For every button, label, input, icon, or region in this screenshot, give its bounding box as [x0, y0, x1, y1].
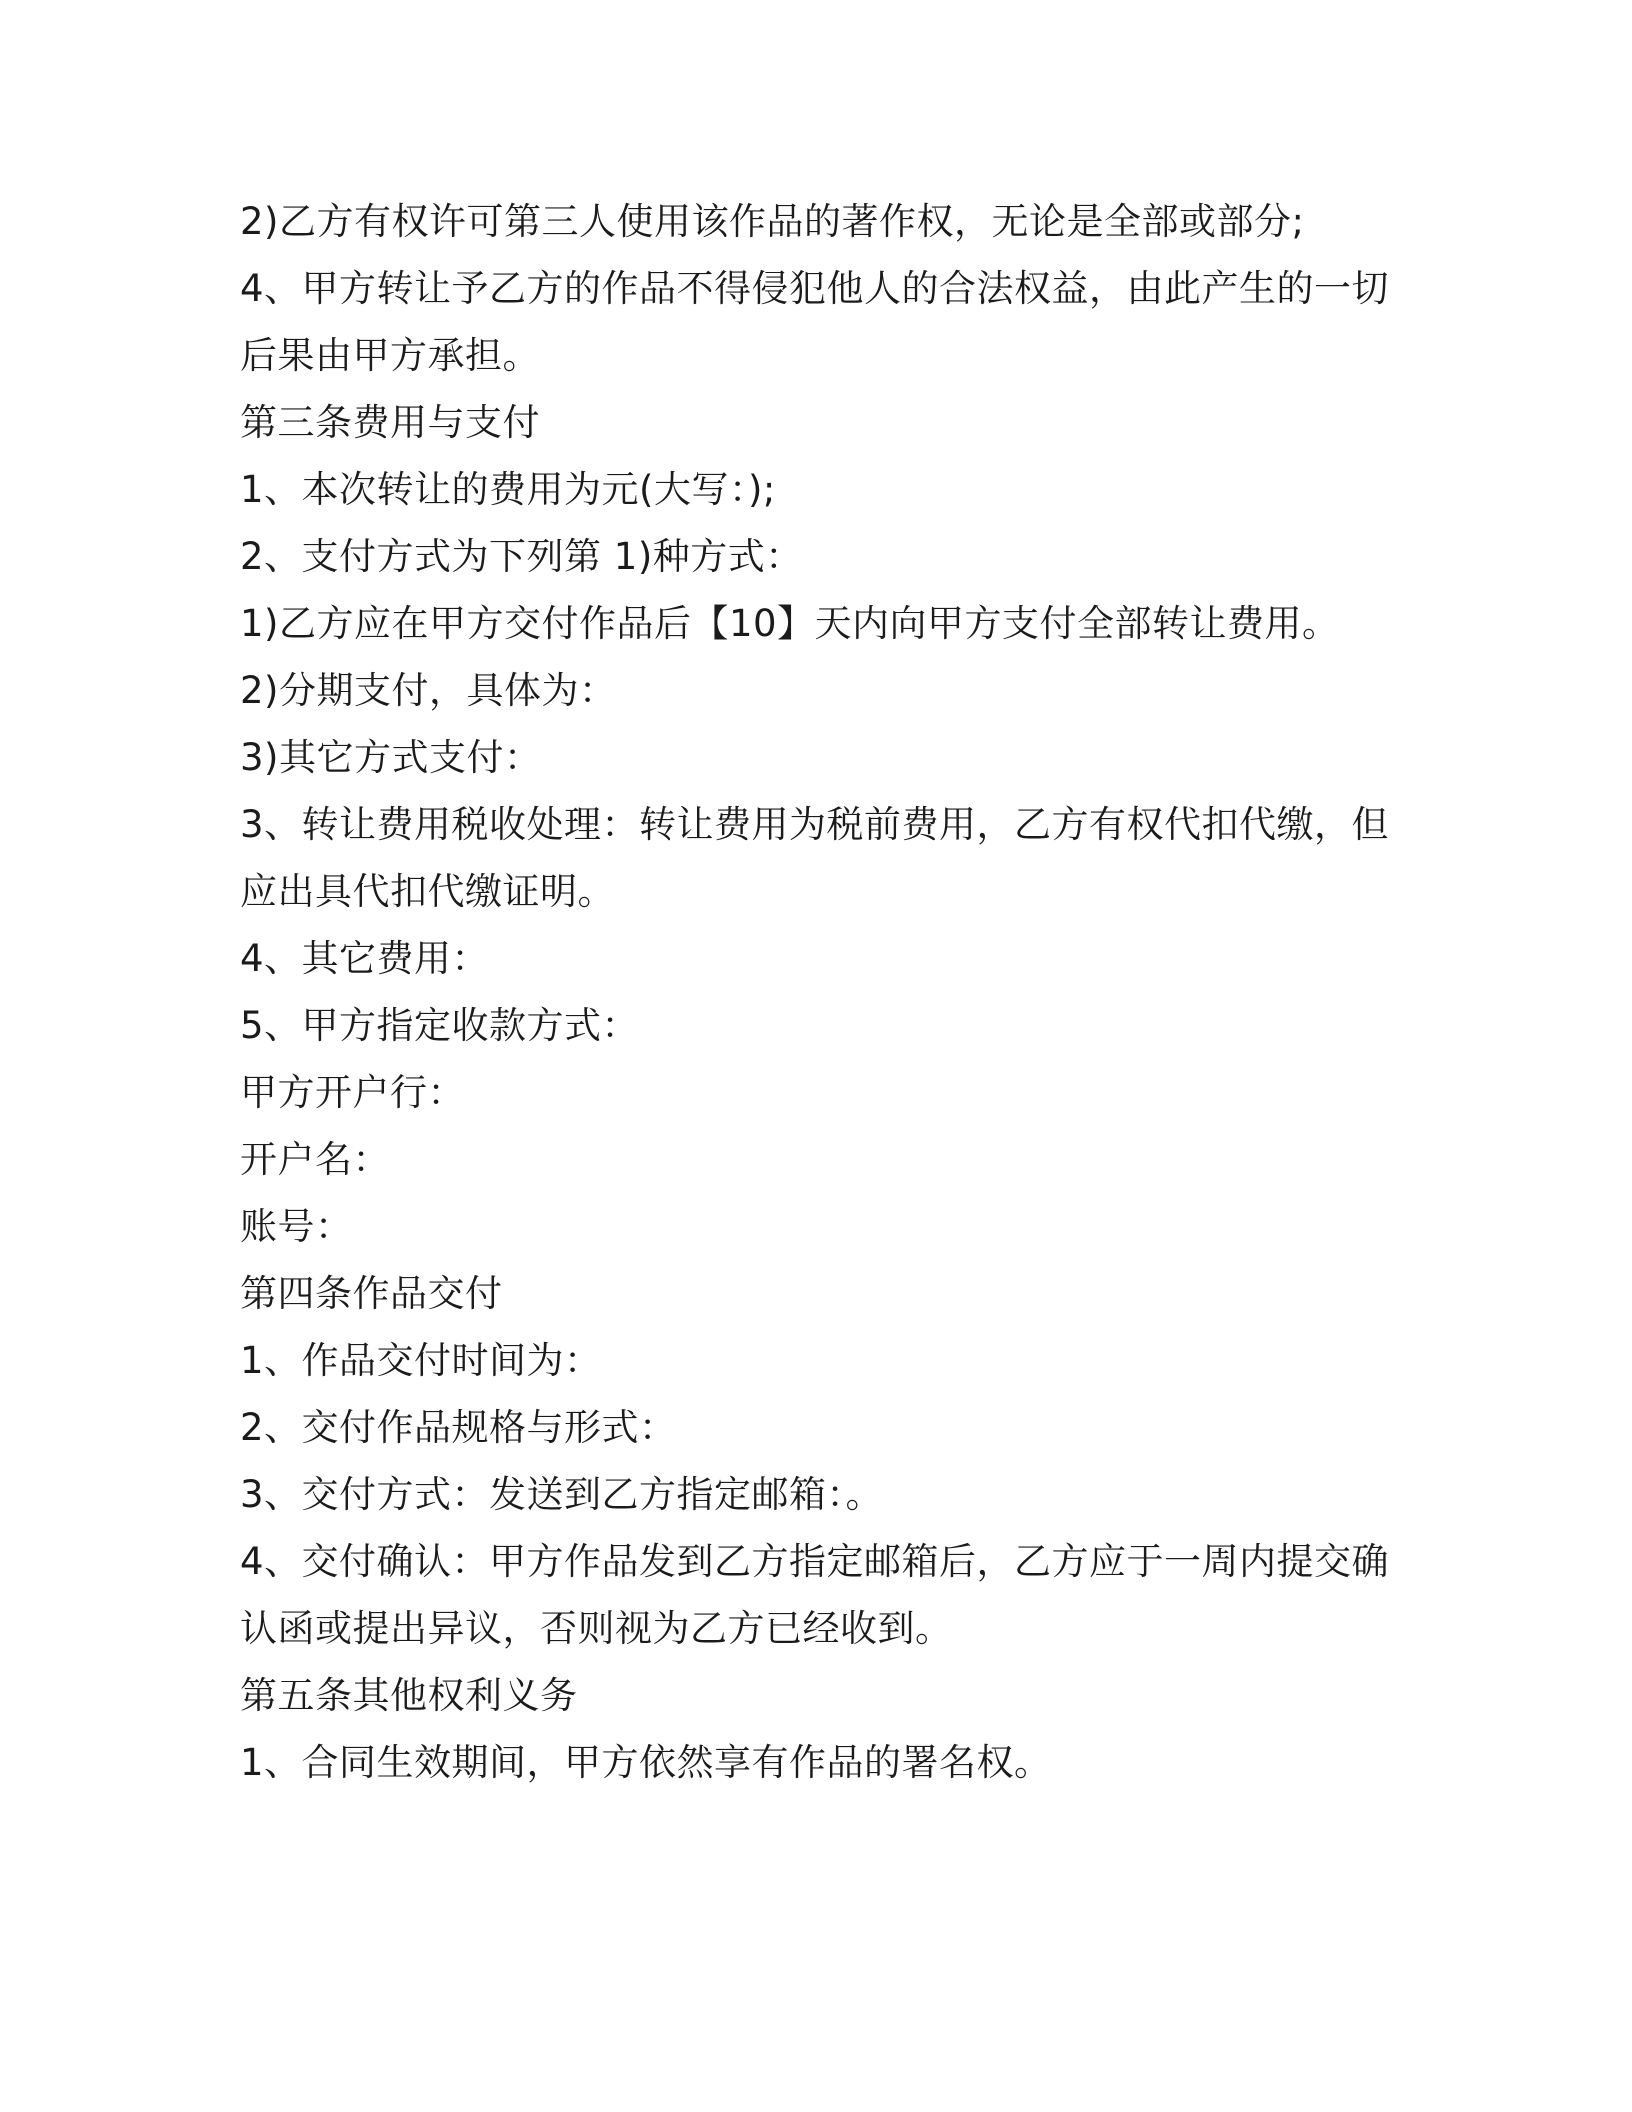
- article-4-item-4: 4、交付确认：甲方作品发到乙方指定邮箱后，乙方应于一周内提交确: [240, 1540, 1390, 1583]
- article-5-item-1: 1、合同生效期间，甲方依然享有作品的署名权。: [240, 1741, 1052, 1784]
- document-body: [240, 188, 1400, 1796]
- article-5-heading: 第五条其他权利义务: [240, 1674, 578, 1717]
- clause-2-item-2-text: 2)乙方有权许可第三人使用该作品的著作权，无论是全部或部分;: [240, 200, 1305, 243]
- payment-option-2: 2)分期支付，具体为：: [240, 669, 617, 712]
- payment-option-1: 1)乙方应在甲方交付作品后【10】天内向甲方支付全部转让费用。: [240, 602, 1340, 645]
- clause-2-item-4-continued: 后果由甲方承担。: [240, 334, 540, 377]
- account-name-field: 开户名：: [240, 1138, 390, 1181]
- article-4-item-1: 1、作品交付时间为：: [240, 1339, 602, 1382]
- article-3-heading: 第三条费用与支付: [240, 401, 540, 444]
- article-3-item-3: 3、转让费用税收处理：转让费用为税前费用，乙方有权代扣代缴，但: [240, 803, 1390, 846]
- article-4-item-2: 2、交付作品规格与形式：: [240, 1406, 677, 1449]
- article-4-item-3: 3、交付方式：发送到乙方指定邮箱：。: [240, 1473, 884, 1516]
- article-4-heading: 第四条作品交付: [240, 1272, 503, 1315]
- payment-option-3: 3)其它方式支付：: [240, 736, 542, 779]
- article-4-item-4-continued: 认函或提出异议，否则视为乙方已经收到。: [240, 1607, 953, 1650]
- account-number-field: 账号：: [240, 1205, 353, 1248]
- bank-name-field: 甲方开户行：: [240, 1071, 465, 1114]
- article-3-item-4: 4、其它费用：: [240, 937, 490, 980]
- article-3-item-3-continued: 应出具代扣代缴证明。: [240, 870, 615, 913]
- clause-2-item-4-text: 4、甲方转让予乙方的作品不得侵犯他人的合法权益，由此产生的一切: [240, 267, 1390, 310]
- article-3-item-5: 5、甲方指定收款方式：: [240, 1004, 640, 1047]
- article-3-item-2: 2、支付方式为下列第 1)种方式：: [240, 535, 803, 578]
- article-3-item-1: 1、本次转让的费用为元(大写：);: [240, 468, 776, 511]
